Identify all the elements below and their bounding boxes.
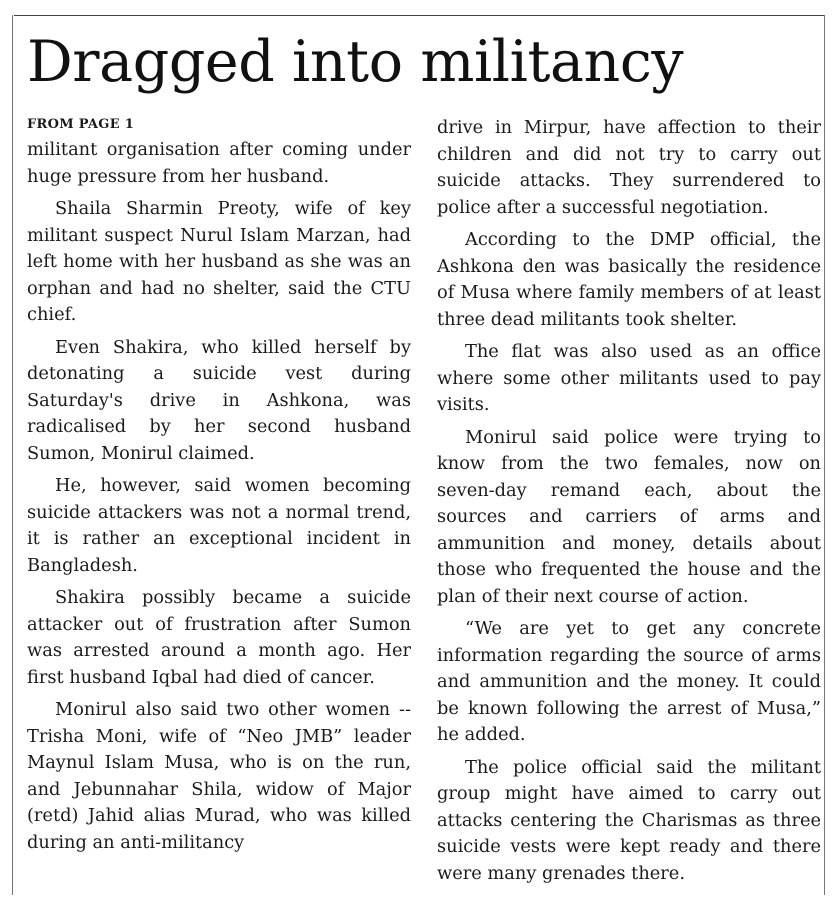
paragraph: Shakira possibly became a suicide attacker out of frustration after Sumon was arrested around a month ago. Her first husband Iqbal had died of cancer. — [27, 587, 411, 688]
right-column-rule — [824, 15, 825, 895]
paragraph: Monirul also said two other women -- Trisha Moni, wife of “Neo JMB” leader Maynul Islam Musa, who is on the run, and Jebunnahar Shila, widow of Major (retd) Jahid alias Murad, who was killed during an anti-militancy — [27, 699, 411, 853]
right-column — [437, 115, 821, 893]
paragraph: The police official said the militant group might have aimed to carry out attacks centering the Charismas as three suicide vests were kept ready and there were many grenades there. — [437, 756, 821, 884]
paragraph: He, however, said women becoming suicide attackers was not a normal trend, it is rather an exceptional incident in Bangladesh. — [27, 475, 411, 576]
paragraph: drive in Mirpur, have affection to their children and did not try to carry out suicide attacks. They surrendered to police after a successful negotiation. — [437, 117, 821, 218]
headline: Dragged into militancy — [27, 29, 684, 95]
top-rule — [14, 15, 824, 16]
paragraph: Even Shakira, who killed herself by detonating a suicide vest during Saturday's drive in Ashkona, was radicalised by her second husband Sumon, Monirul claimed. — [27, 336, 411, 464]
paragraph: “We are yet to get any concrete information regarding the source of arms and ammunition and the money. It could be known following the arrest of Musa,” he added. — [437, 618, 821, 745]
left-column — [27, 115, 411, 862]
paragraph: Monirul said police were trying to know from the two females, now on seven-day remand each, about the sources and carriers of arms and ammunition and money, details about those who frequented the house and the plan of their next course of action. — [437, 426, 821, 607]
paragraph: The flat was also used as an office where some other militants used to pay visits. — [437, 341, 821, 415]
paragraph: militant organisation after coming under huge pressure from her husband. — [27, 139, 411, 187]
paragraph: According to the DMP official, the Ashkona den was basically the residence of Musa where family members of at least three dead militants took shelter. — [437, 229, 821, 330]
left-column-rule — [12, 15, 13, 895]
paragraph: Shaila Sharmin Preoty, wife of key militant suspect Nurul Islam Marzan, had left home with her husband as she was an orphan and had no shelter, said the CTU chief. — [27, 198, 411, 325]
kicker: FROM PAGE 1 — [27, 117, 135, 132]
